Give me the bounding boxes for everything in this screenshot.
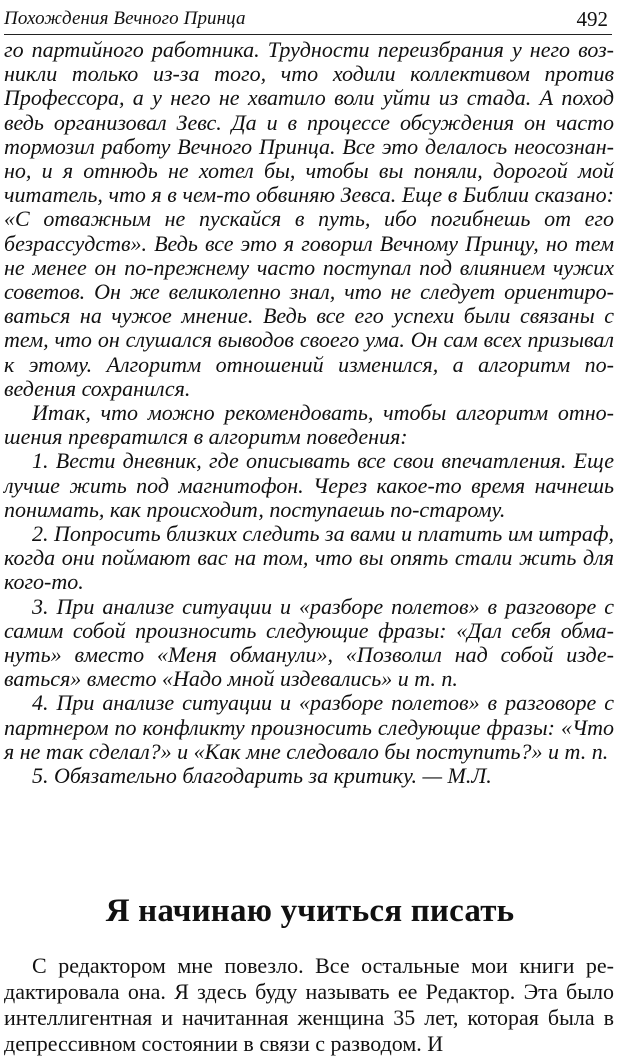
running-header: [4, 6, 612, 35]
list-item-1: 1. Вести дневник, где описывать все свои впечатления. Еще лучше жить под магнитофон. Через какое-то время начнешь понимать, как происходит, поступаешь по-старому.: [4, 448, 614, 522]
list-item-3: 3. При анализе ситуации и «разборе полетов» в разговоре с самим собой произносить следующие фразы: «Дал себя обмануть» вместо «Меня обманули», «Позволил над собой издеваться» вместо «Надо мной издевались» и т. п.: [4, 593, 614, 692]
paragraph-recommendation-intro: Итак, что можно рекомендовать, чтобы алгоритм отношения превратился в алгоритм поведения:: [4, 400, 614, 450]
italic-text-block: [4, 38, 614, 788]
running-title: Похождения Вечного Принца: [4, 8, 246, 29]
list-item-2: 2. Попросить близких следить за вами и платить им штраф, когда они поймают вас на том, что вы опять стали жить для кого-то.: [4, 521, 614, 595]
section-title: Я начинаю учиться писать: [105, 893, 515, 929]
paragraph-continuation: го партийного работника. Трудности переизбрания у него возникли только из-за того, что ходили коллективом против Профессора, а у него не хватило воли уйти из стада. А поход ведь организовал Зевс. Да и в процессе обсуждения он часто тормозил работу Вечного Принца. Все это делалось неосознанно, и я отнюдь не хотел бы, чтобы вы поняли, дорогой мой читатель, что я в чем-то обвиняю Зевса. Еще в Библии сказано: «С отважным не пускайся в путь, ибо погибнешь от его безрассудств». Ведь все это я говорил Вечному Принцу, но тем не менее он по-прежнему часто поступал под влиянием чужих советов. Он же великолепно знал, что не следует ориентироваться на чужое мнение. Ведь все его успехи были связаны с тем, что он слушался выводов своего ума. Он сам всех призывал к этому. Алгоритм отношений изменился, а алгоритм поведения сохранился.: [4, 37, 614, 401]
list-item-5: 5. Обязательно благодарить за критику. — М.Л.: [32, 763, 492, 789]
page-number: 492: [576, 7, 608, 31]
list-item-4: 4. При анализе ситуации и «разборе полетов» в разговоре с партнером по конфликту произносить следующие фразы: «Что я не так сделал?» и «Как мне следовало бы поступить?» и т. п.: [4, 690, 614, 764]
section-body-paragraph: С редактором мне повезло. Все остальные мои книги редактировала она. Я здесь буду называть ее Редактор. Эта было интеллигентная и начитанная женщина 35 лет, которая была в депрессивном состоянии в связи с разводом. И: [4, 953, 614, 1056]
